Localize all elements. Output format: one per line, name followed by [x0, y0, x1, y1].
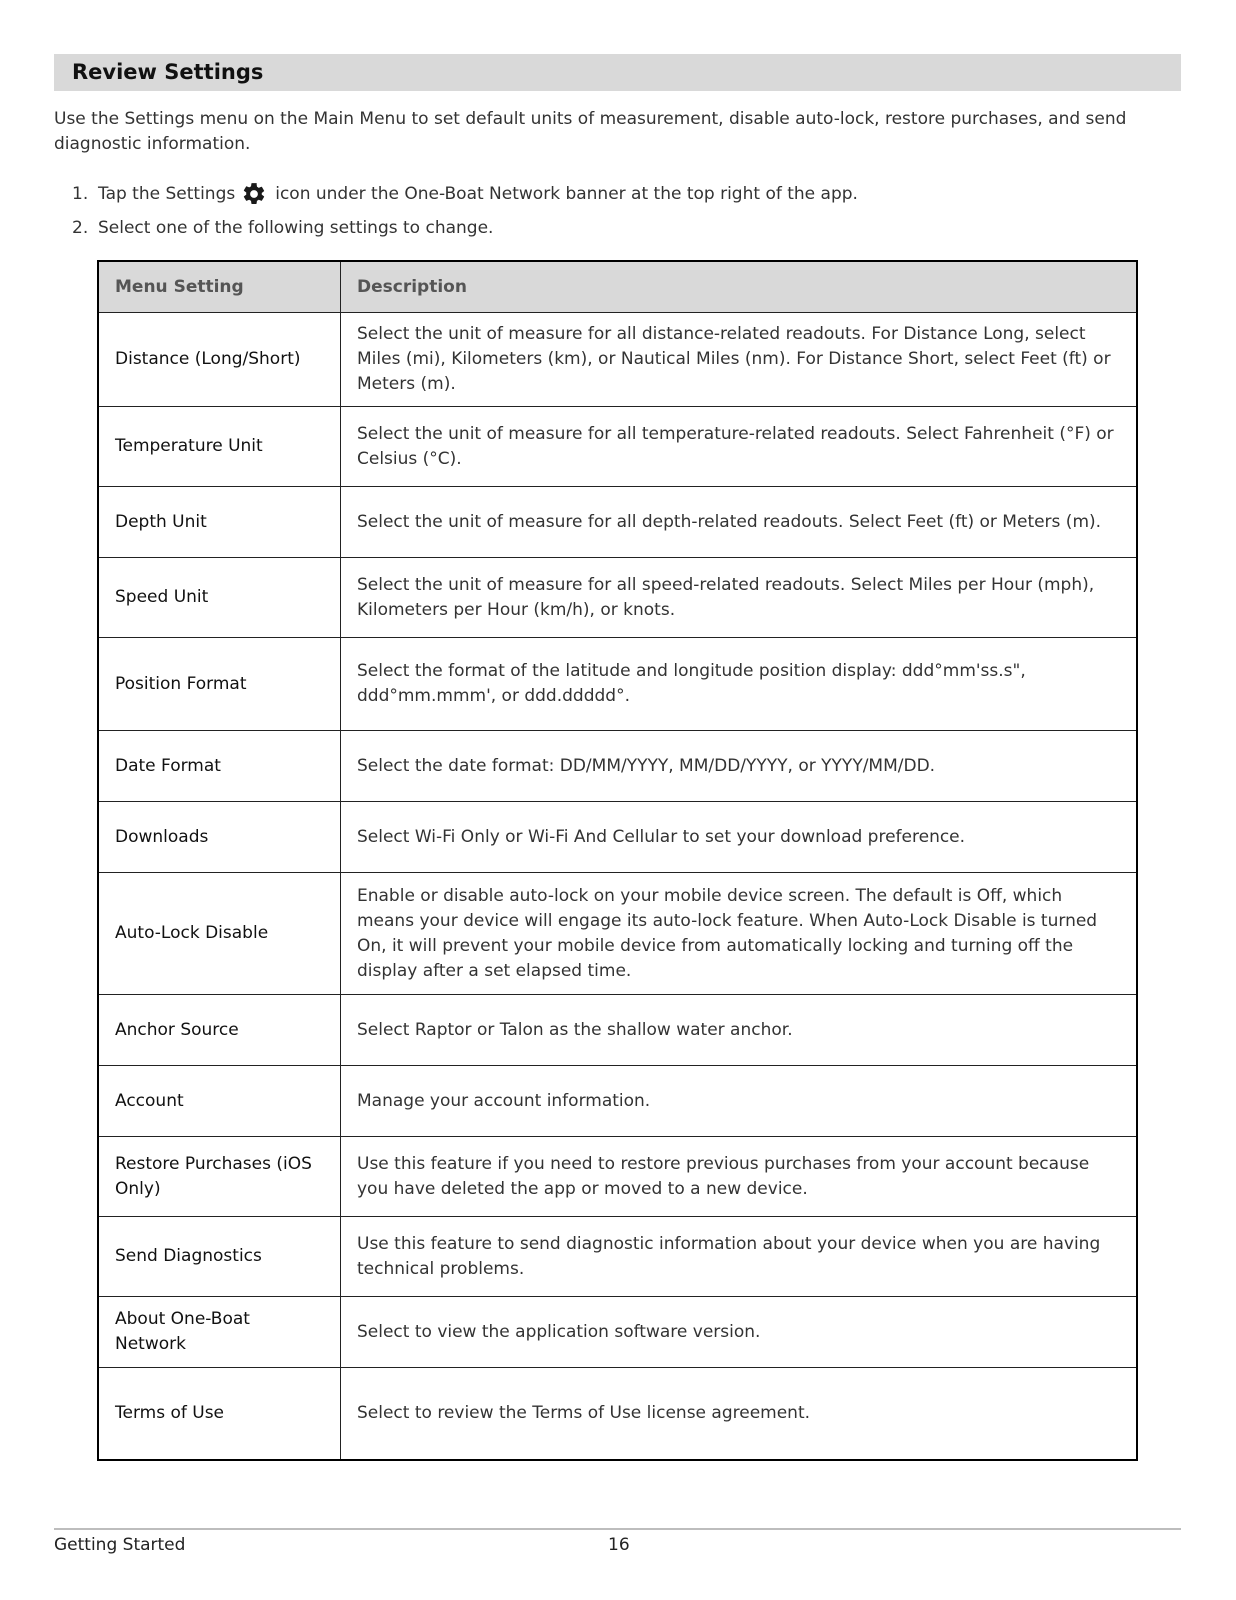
table-row — [98, 558, 1137, 638]
setting-description: Select the date format: DD/MM/YYYY, MM/DD/YYYY, or YYYY/MM/DD. — [341, 731, 1138, 802]
table-row — [98, 995, 1137, 1066]
table-row — [98, 407, 1137, 487]
setting-name: Downloads — [98, 802, 341, 873]
setting-description: Select the unit of measure for all depth-related readouts. Select Feet (ft) or Meters (m). — [341, 487, 1138, 558]
table-row — [98, 1066, 1137, 1137]
setting-description: Select the unit of measure for all temperature-related readouts. Select Fahrenheit (°F) or Celsius (°C). — [341, 407, 1138, 487]
footer-section-name: Getting Started — [54, 1535, 186, 1555]
setting-name: Send Diagnostics — [98, 1217, 341, 1297]
steps-list — [72, 177, 1172, 245]
setting-name: Date Format — [98, 731, 341, 802]
table-row — [98, 873, 1137, 995]
step-text-after: icon under the One-Boat Network banner at the top right of the app. — [275, 184, 858, 204]
footer-divider — [54, 1528, 1181, 1530]
setting-description: Use this feature to send diagnostic information about your device when you are having technical problems. — [341, 1217, 1138, 1297]
table-row — [98, 638, 1137, 731]
header-description: Description — [341, 261, 1138, 313]
setting-description: Select Raptor or Talon as the shallow water anchor. — [341, 995, 1138, 1066]
setting-description: Select the unit of measure for all distance-related readouts. For Distance Long, select Miles (mi), Kilometers (km), or Nautical Miles (nm). For Distance Short, select Feet (ft) or Meters (m). — [341, 313, 1138, 407]
setting-name: Speed Unit — [98, 558, 341, 638]
table-row — [98, 1217, 1137, 1297]
step-number: 2. — [72, 218, 89, 238]
setting-name: About One-Boat Network — [98, 1297, 341, 1368]
header-menu-setting: Menu Setting — [98, 261, 341, 313]
setting-name: Position Format — [98, 638, 341, 731]
setting-name: Depth Unit — [98, 487, 341, 558]
table-row — [98, 1297, 1137, 1368]
table-row — [98, 313, 1137, 407]
setting-description: Enable or disable auto-lock on your mobile device screen. The default is Off, which means your device will engage its auto-lock feature. When Auto-Lock Disable is turned On, it will prevent your mobile device from automatically locking and turning off the display after a set elapsed time. — [341, 873, 1138, 995]
intro-paragraph: Use the Settings menu on the Main Menu to set default units of measurement, disable auto-lock, restore purchases, and send diagnostic information. — [54, 109, 1127, 154]
table-row — [98, 1368, 1137, 1460]
setting-name: Anchor Source — [98, 995, 341, 1066]
settings-table — [97, 260, 1138, 1461]
step-text: Select one of the following settings to change. — [98, 218, 494, 238]
setting-description: Select to view the application software version. — [341, 1297, 1138, 1368]
setting-name: Restore Purchases (iOS Only) — [98, 1137, 341, 1217]
setting-name: Temperature Unit — [98, 407, 341, 487]
gear-icon — [241, 181, 267, 207]
section-title: Review Settings — [72, 60, 264, 84]
section-header — [54, 54, 1181, 91]
table-row — [98, 487, 1137, 558]
table-header-row — [98, 261, 1137, 313]
step-2 — [72, 211, 1172, 245]
setting-description: Select to review the Terms of Use license agreement. — [341, 1368, 1138, 1460]
table-row — [98, 802, 1137, 873]
setting-description: Select the format of the latitude and longitude position display: ddd°mm'ss.s", ddd°mm.mmm', or ddd.ddddd°. — [341, 638, 1138, 731]
setting-name: Account — [98, 1066, 341, 1137]
table-row — [98, 731, 1137, 802]
setting-description: Use this feature if you need to restore previous purchases from your account because you have deleted the app or moved to a new device. — [341, 1137, 1138, 1217]
setting-description: Manage your account information. — [341, 1066, 1138, 1137]
setting-description: Select the unit of measure for all speed-related readouts. Select Miles per Hour (mph), Kilometers per Hour (km/h), or knots. — [341, 558, 1138, 638]
step-number: 1. — [72, 184, 89, 204]
step-text-before: Tap the Settings — [98, 184, 236, 204]
setting-name: Terms of Use — [98, 1368, 341, 1460]
setting-name: Distance (Long/Short) — [98, 313, 341, 407]
setting-description: Select Wi-Fi Only or Wi-Fi And Cellular to set your download preference. — [341, 802, 1138, 873]
table-row — [98, 1137, 1137, 1217]
setting-name: Auto-Lock Disable — [98, 873, 341, 995]
step-1 — [72, 177, 1172, 211]
page-number: 16 — [608, 1535, 630, 1555]
